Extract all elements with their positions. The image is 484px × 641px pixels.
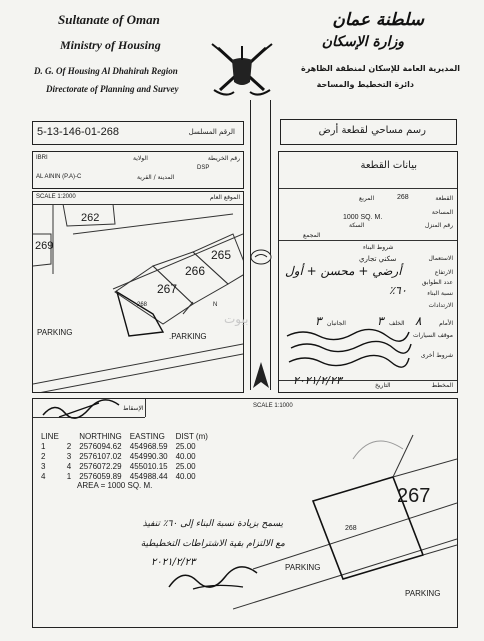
general-map-scale: SCALE 1:2000 [36,194,76,200]
table-row: 1 2 2576094.62 454968.59 25.00 [41,441,196,451]
lower-panel [32,398,458,628]
parking-bottom-2: PARKING [405,589,441,598]
general-map-drawing [33,204,243,392]
building-conditions-label: شروط البناء [363,244,394,251]
col-northing: NORTHING [79,431,122,441]
plot-266-label: 266 [185,264,206,278]
ratio-label: نسبة البناء [427,290,453,297]
plot-262-label: 262 [81,212,100,224]
map-no-value: DSP [197,165,210,171]
usage-value: سكني تجاري [359,255,397,263]
plot-label: القطعة [435,195,453,202]
plot-269-label: 269 [35,240,54,252]
general-map [32,191,244,393]
title-box [280,119,457,145]
serial-box [32,121,244,145]
header-en-line2: Ministry of Housing [60,38,161,52]
area-label: المساحة [431,209,453,216]
header-ar-line1: سلطنة عمان [332,10,424,30]
parking-bottom-1: PARKING [285,563,321,572]
doc-title: رسم مساحي لقطعة أرض [318,125,426,136]
city-value: AL AININ (P.A)-C [36,174,82,180]
general-map-title: الموقع العام [210,194,240,201]
lower-signature [163,563,263,593]
col-easting: EASTING [129,431,165,441]
wilayat-value: IBRI [36,155,48,161]
front-setback-value: ٨ [415,314,422,328]
surveyor-label: المخطط [431,382,453,389]
serial-number: 5-13-146-01-268 [37,126,119,138]
plot-data-panel [278,151,458,393]
parking-left-label: PARKING [37,328,73,337]
location-box [32,151,244,189]
height-label: الارتفاع [434,269,453,276]
sides-setback-label: الجانبان [327,320,346,327]
coordinate-table [37,431,212,490]
table-row: 2 3 2576107.02 454990.30 40.00 [41,451,196,461]
plot-265-label: 265 [211,248,232,262]
header-ar-line3: المديرية العامة للإسكان لمنطقة الظاهرة [300,64,460,73]
table-row: 3 4 2576072.29 455010.15 25.00 [41,461,196,471]
block-label: المربع [359,195,375,202]
map-no-label: رقم الخريطة [207,155,240,162]
city-label: المدينة / القرية [137,174,175,181]
parking-conditions-label: موقف السيارات [413,332,453,339]
complex-label: المجمع [303,232,321,239]
house-no-label: رقم المنزل [424,222,453,229]
road-edge-left [250,100,251,390]
floors-label: عدد الطوابق [421,279,453,286]
wilayat-label: الولاية [133,155,148,162]
conditions-scribble [283,326,413,372]
area-total: AREA = 1000 SQ. M. [77,481,153,490]
north-arrow-icon [252,362,270,388]
back-setback-value: ٣ [377,314,384,328]
plot-267-large: 267 [397,485,431,507]
parking-right-label: .PARKING [169,332,207,341]
handwritten-date: ٢٠٢١/٢/٢٣ [151,557,196,568]
floors-value: أرضي + محسن + أول [285,264,402,278]
back-setback-label: الخلف [389,320,405,327]
header-en-line4: Directorate of Planning and Survey [46,84,179,94]
plot-268-main: 268 [345,525,357,532]
issuer-signature [39,399,129,421]
area-value: 1000 SQ. M. [343,214,383,221]
header-en-line1: Sultanate of Oman [58,12,160,27]
date-value: ٢٠٢١/٢/٢٣ [293,374,342,387]
ratio-value: ٦٠٪ [389,284,407,297]
usage-label: الاستعمال [428,255,453,262]
header-ar-line2: وزارة الإسكان [321,34,404,50]
plot-267-label: 267 [157,282,178,296]
handwritten-note-line1: يسمح بزيادة نسبة البناء إلى ٦٠٪ تنفيذ [142,519,283,529]
other-conditions-label: شروط أخرى [420,352,453,359]
plot-data-title: بيانات القطعة [360,160,417,171]
serial-label: الرقم المسلسل [188,128,235,136]
plot-value: 268 [397,194,409,201]
setbacks-label: الارتدادات [428,302,453,309]
north-label: N [213,302,218,308]
lower-scale: SCALE 1:1000 [253,403,293,409]
alley-label: السكة [349,222,365,229]
plot-268-label: 268 [137,302,148,308]
col-line: LINE [41,431,59,441]
handwritten-note-line2: مع الالتزام بقية الاشتراطات التخطيطية [140,539,285,549]
table-row: 4 1 2576059.89 454988.44 40.00 [41,471,196,481]
issuer-label: الإسقاط [123,405,144,412]
road-edge-right [270,100,271,390]
sides-setback-value: ٣ [315,314,322,328]
oman-emblem [206,38,278,100]
header-en-line3: D. G. Of Housing Al Dhahirah Region [34,66,178,76]
col-dist: DIST (m) [175,431,208,441]
watermark: بيوت [224,312,249,326]
front-setback-label: الأمام [439,320,453,327]
header-ar-line4: دائرة التخطيط والمساحة [316,80,414,89]
date-label: التاريخ [375,382,391,389]
road-marker [250,248,272,266]
